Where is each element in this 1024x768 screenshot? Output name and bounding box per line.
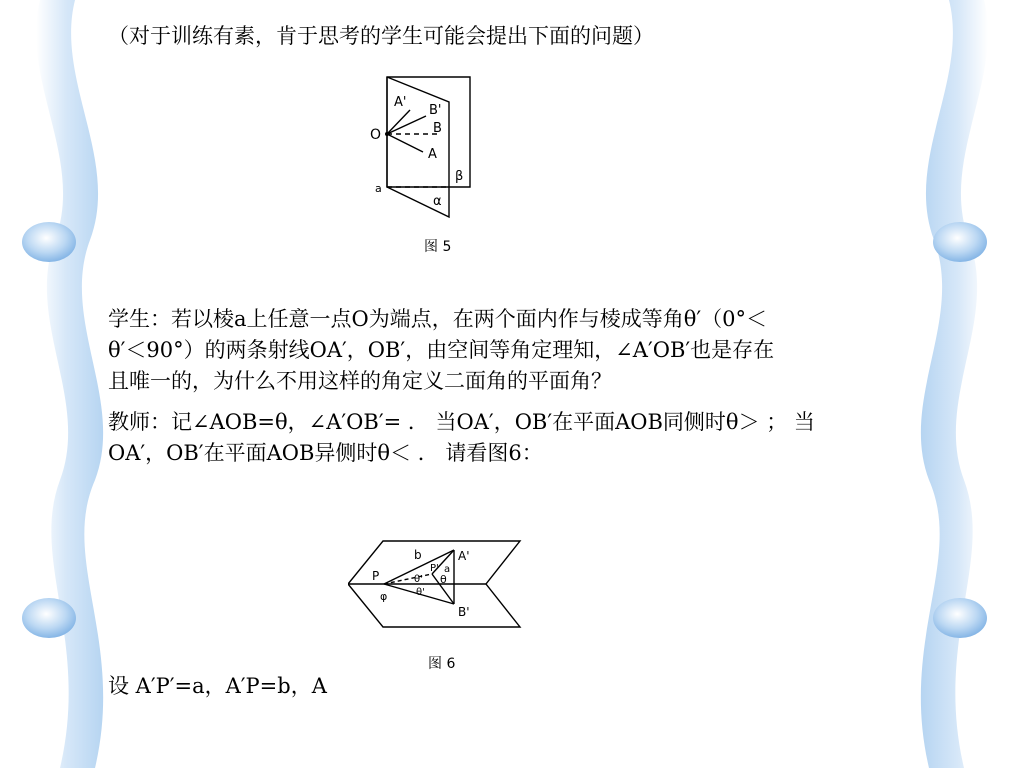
label-p: P: [372, 569, 380, 583]
left-ribbon: [36, 0, 103, 768]
ray-oa: [387, 134, 423, 152]
label-a-prime: A': [458, 549, 470, 563]
label-alpha: α: [433, 194, 442, 209]
label-a: A: [428, 147, 437, 162]
label-theta: θ: [440, 573, 447, 586]
label-theta-prime-2: θ': [416, 587, 425, 598]
label-b-prime: B': [458, 605, 470, 619]
label-b: b: [414, 548, 422, 562]
point-o: [385, 132, 389, 136]
label-phi: φ: [380, 590, 388, 603]
line-p-p-prime: [384, 574, 432, 584]
label-edge-a: a: [375, 182, 382, 195]
figure-6-caption: 图 6: [428, 656, 456, 672]
left-bead-bottom: [22, 598, 76, 638]
right-bead-top: [933, 222, 987, 262]
teacher-line-1: 教师：记∠AOB=θ，∠A′OB′= ． 当OA′，OB′在平面AOB同侧时θ＞ ； 当: [108, 410, 815, 434]
label-theta-prime: θ': [414, 574, 423, 585]
label-o: O: [370, 127, 382, 143]
label-a: a: [444, 564, 451, 575]
student-line-1: 学生：若以棱a上任意一点O为端点，在两个面内作与棱成等角θ′（0°＜: [108, 307, 768, 331]
student-line-2: θ′＜90°）的两条射线OA′，OB′，由空间等角定理知，∠A′OB′也是存在: [108, 338, 775, 362]
right-bead-bottom: [933, 598, 987, 638]
right-ribbon: [921, 0, 988, 768]
ray-oa-prime: [387, 110, 410, 134]
intro-text: （对于训练有素，肯于思考的学生可能会提出下面的问题）: [108, 24, 654, 48]
figure-6-diagram: [348, 538, 524, 632]
teacher-line-2: OA′，OB′在平面AOB异侧时θ＜ ． 请看图6：: [108, 441, 543, 465]
figure-5-diagram: [368, 72, 480, 220]
label-beta: β: [455, 169, 464, 184]
label-p-prime: P': [430, 563, 439, 574]
let-line: 设 A′P′=a，A′P=b，A: [108, 674, 327, 698]
left-bead-top: [22, 222, 76, 262]
student-line-3: 且唯一的，为什么不用这样的角定义二面角的平面角？: [108, 369, 612, 393]
figure-5-caption: 图 5: [424, 239, 452, 255]
ray-ob-prime: [387, 116, 426, 134]
label-b: B: [433, 121, 442, 136]
label-b-prime: B': [429, 103, 442, 118]
label-a-prime: A': [394, 95, 407, 110]
